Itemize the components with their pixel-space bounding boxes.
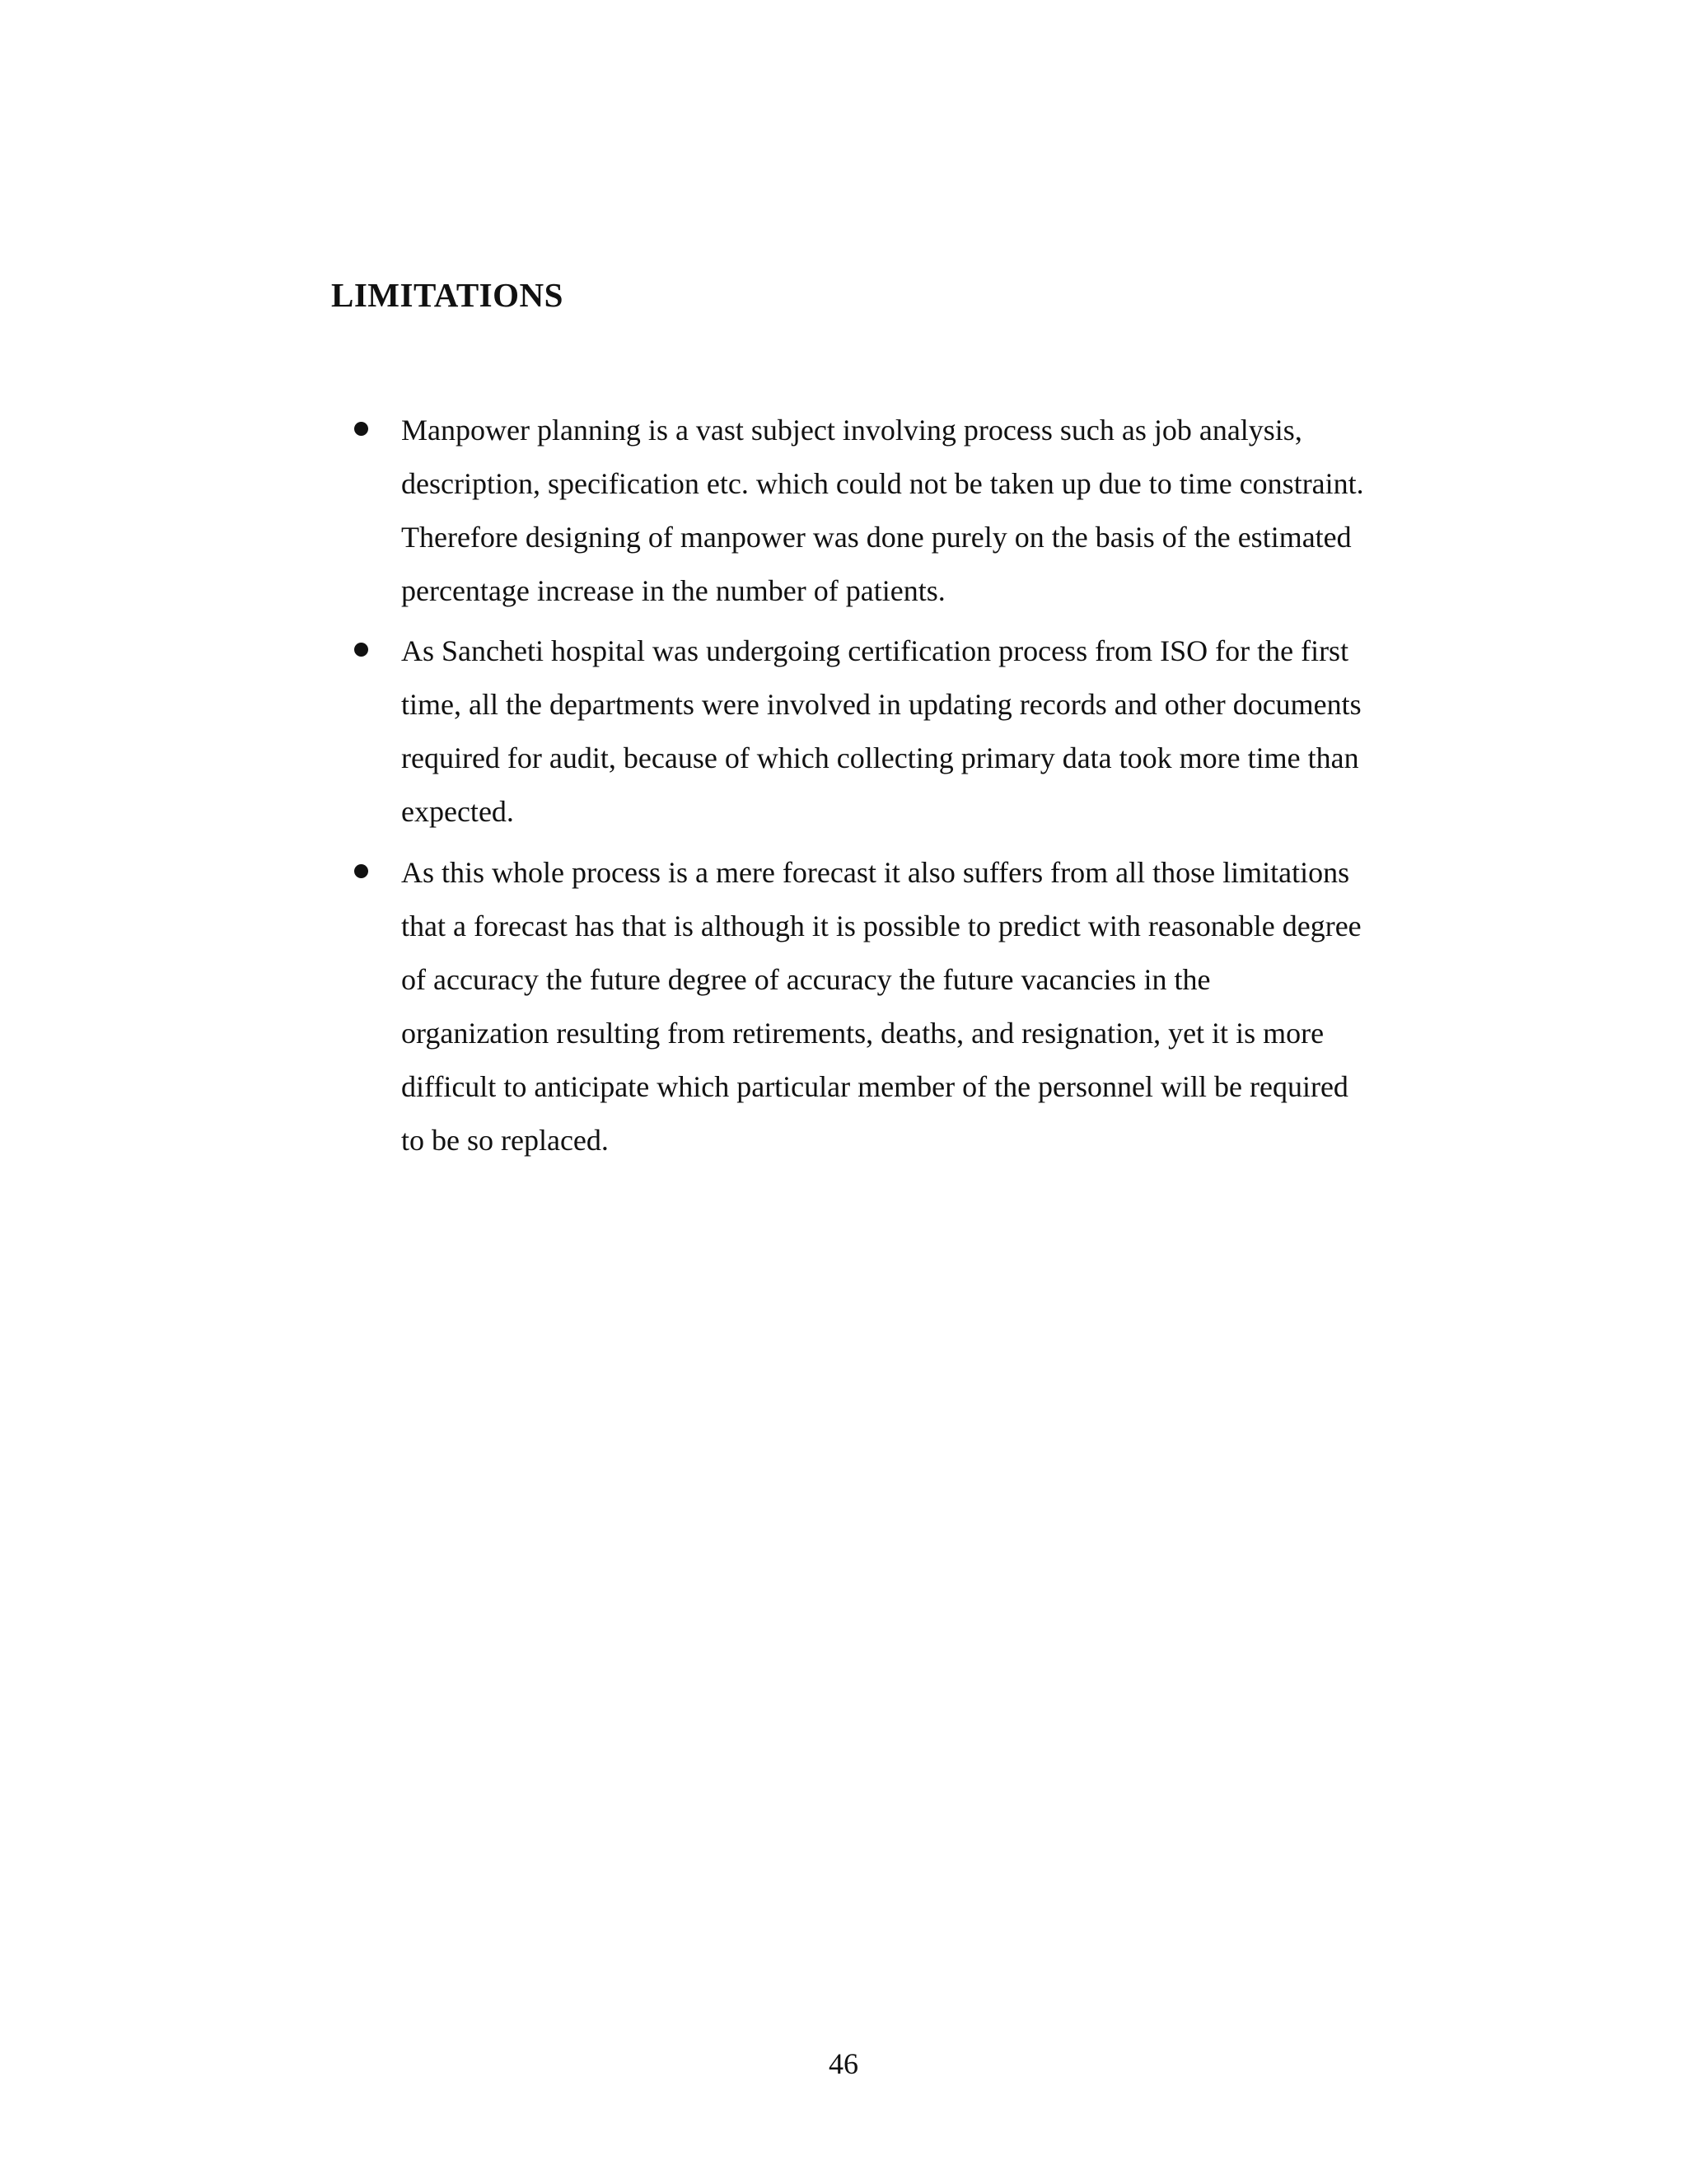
list-item-text: As Sancheti hospital was undergoing certification process from ISO for the first time, all the departments were involved in updating records and other documents required for audit, because of which collecting primary data took more time than expected. bbox=[401, 634, 1362, 828]
list-item-text: Manpower planning is a vast subject involving process such as job analysis, description, specification etc. which could not be taken up due to time constraint. Therefore designing of manpower was done purely on the basis of the estimated percentage increase in the number of patients. bbox=[401, 414, 1364, 607]
bullet-icon bbox=[354, 643, 368, 657]
list-item-text: As this whole process is a mere forecast it also suffers from all those limitations that a forecast has that is although it is possible to predict with reasonable degree of accuracy the future degree of accuracy the future vacancies in the organization resulting from retirements, deaths, and resignation, yet it is more difficult to anticipate which particular member of the personnel will be required to be so replaced. bbox=[401, 856, 1362, 1157]
page-number: 46 bbox=[829, 2047, 858, 2080]
bullet-icon bbox=[354, 422, 368, 436]
bullet-icon bbox=[354, 864, 368, 878]
section-heading: LIMITATIONS bbox=[331, 276, 563, 314]
